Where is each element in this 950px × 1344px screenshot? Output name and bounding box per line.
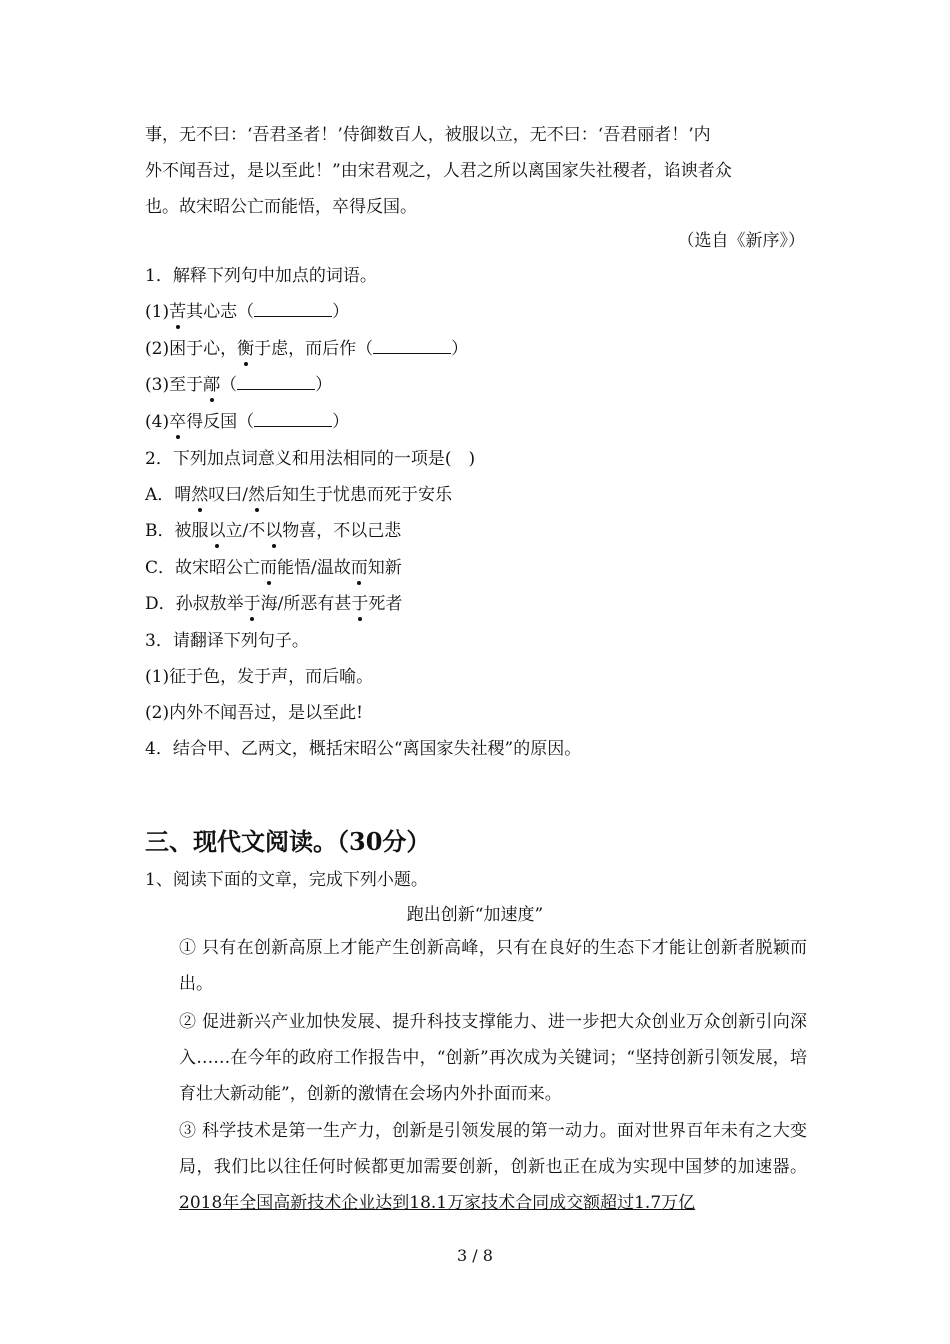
q2-title: 2．下列加点词意义和用法相同的一项是( ) <box>145 449 476 469</box>
q1-title: 1．解释下列句中加点的词语。 <box>145 266 377 286</box>
section-heading: 三、现代文阅读。（30分） <box>145 827 431 856</box>
article-paragraph-3: ③ 科学技术是第一生产力，创新是引领发展的第一动力。面对世界百年未有之大变局，我们比以往任何时候都更加需要创新，创新也正在成为实现中国梦的加速器。2018年全国高新技术企业达到18.1万家技术合同成交额超过1.7万亿 <box>179 1121 807 1213</box>
underlined-sentence: 2018年全国高新技术企业达到18.1万家技术合同成交额超过1.7万亿 <box>179 1193 696 1213</box>
dotted-char: 鄗 <box>203 375 221 395</box>
q1-item-4: (4)卒得反国（ ） <box>145 412 350 432</box>
q1-item-3: (3)至于鄗（ ） <box>145 375 333 395</box>
dotted-char: 卒 <box>169 412 187 432</box>
article-title: 跑出创新“加速度” <box>406 905 544 925</box>
dotted-char: 衡 <box>237 339 255 359</box>
dotted-char: 而 <box>350 558 368 578</box>
answer-blank[interactable] <box>254 412 332 427</box>
dotted-char: 然 <box>248 485 266 505</box>
q4-title: 4．结合甲、乙两文，概括宋昭公“离国家失社稷”的原因。 <box>145 739 582 759</box>
q2-option-b: B．被服以立/不以物喜，不以己悲 <box>145 521 402 541</box>
passage-line: 也。故宋昭公亡而能悟，卒得反国。 <box>145 197 417 217</box>
passage-line: 外不闻吾过，是以至此！”由宋君观之，人君之所以离国家失社稷者，谄谀者众 <box>145 161 732 181</box>
passage-line: 事，无不曰：‘吾君圣者！’侍御数百人，被服以立，无不曰：‘吾君丽者！’内 <box>145 125 711 145</box>
dotted-char: 于 <box>243 594 261 614</box>
answer-blank[interactable] <box>373 339 451 354</box>
dotted-char: 苦 <box>169 302 187 322</box>
answer-blank[interactable] <box>254 302 332 317</box>
q1-item-2: (2)困于心，衡于虑，而后作（ ） <box>145 339 469 359</box>
q2-option-a: A．喟然叹曰/然后知生于忧患而死于安乐 <box>145 485 453 505</box>
page-number: 3 / 8 <box>457 1246 493 1265</box>
article-paragraph-1: ① 只有在创新高原上才能产生创新高峰，只有在良好的生态下才能让创新者脱颖而出。 <box>179 938 807 994</box>
q3-item-1: (1)征于色，发于声，而后喻。 <box>145 667 374 687</box>
passage-source: （选自《新序》） <box>677 231 805 251</box>
section-intro: 1、阅读下面的文章，完成下列小题。 <box>145 870 428 890</box>
article-paragraph-2: ② 促进新兴产业加快发展、提升科技支撑能力、进一步把大众创业万众创新引向深入……在今年的政府工作报告中，“创新”再次成为关键词；“坚持创新引领发展，培育壮大新动能”，创新的激情在会场内外扑面而来。 <box>179 1012 807 1104</box>
dotted-char: 以 <box>208 521 226 541</box>
dotted-char: 于 <box>351 594 369 614</box>
dotted-char: 以 <box>265 521 283 541</box>
q2-option-d: D．孙叔敖举于海/所恶有甚于死者 <box>145 594 403 614</box>
dotted-char: 然 <box>191 485 209 505</box>
passage-text <box>145 117 807 225</box>
answer-blank[interactable] <box>237 375 315 390</box>
q3-title: 3．请翻译下列句子。 <box>145 631 309 651</box>
dotted-char: 而 <box>260 558 278 578</box>
q1-item-1: (1)苦其心志（ ） <box>145 302 350 322</box>
q2-option-c: C．故宋昭公亡而能悟/温故而知新 <box>145 558 402 578</box>
q3-item-2: (2)内外不闻吾过，是以至此! <box>145 703 363 723</box>
